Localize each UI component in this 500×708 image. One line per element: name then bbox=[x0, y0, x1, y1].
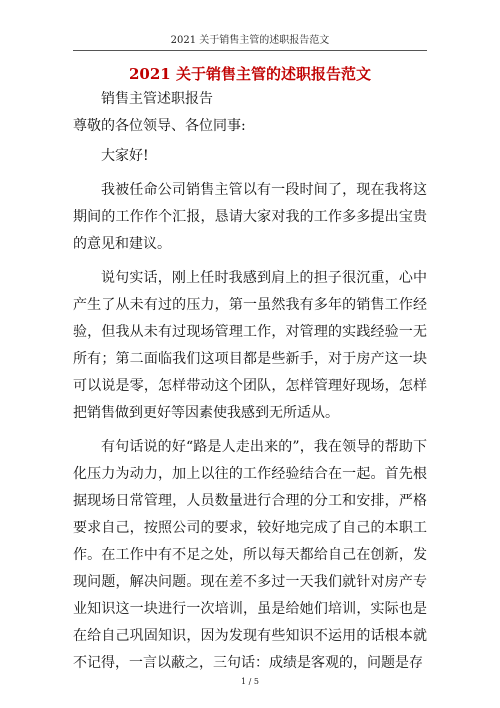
paragraph-3: 有句话说的好“路是人走出来的”，我在领导的帮助下化压力为动力，加上以往的工作经验结合在一起。首先根据现场日常管理，人员数量进行合理的分工和安排，严格要求自己，按照公司的要求，较好地完成了自己的本职工作。在工作中有不足之处，所以每天都给自己在创新，发现问题，解决问题。现在差不多过一天我们就针对房产专业知识这一块进行一次培训，虽是给她们培训，实际也是在给自己巩固知识，因为发现有些知识不运用的话根本就不记得，一言以蔽之，三句话：成绩是客观的，问题是存 bbox=[73, 439, 427, 671]
paragraph-1: 我被任命公司销售主管以有一段时间了，现在我将这期间的工作作个汇报，恳请大家对我的工作多多提出宝贵的意见和建议。 bbox=[73, 182, 427, 252]
header-divider bbox=[73, 50, 427, 51]
page-number: 1 / 5 bbox=[241, 677, 259, 686]
subtitle: 销售主管述职报告 bbox=[101, 91, 213, 107]
document-title: 2021 关于销售主管的述职报告范文 bbox=[129, 65, 371, 83]
document-body bbox=[73, 86, 427, 677]
salutation: 尊敬的各位领导、各位同事: bbox=[73, 118, 246, 134]
page-header: 2021 关于销售主管的述职报告范文 bbox=[170, 35, 330, 46]
greeting: 大家好! bbox=[101, 148, 149, 164]
paragraph-2: 说句实话，刚上任时我感到肩上的担子很沉重，心中产生了从未有过的压力，第一虽然我有多年的销售工作经验，但我从未有过现场管理工作，对管理的实践经验一无所有；第二面临我们这项目都是些新手，对于房产这一块可以说是零，怎样带动这个团队，怎样管理好现场，怎样把销售做到更好等因素使我感到无所适从。 bbox=[73, 270, 427, 421]
